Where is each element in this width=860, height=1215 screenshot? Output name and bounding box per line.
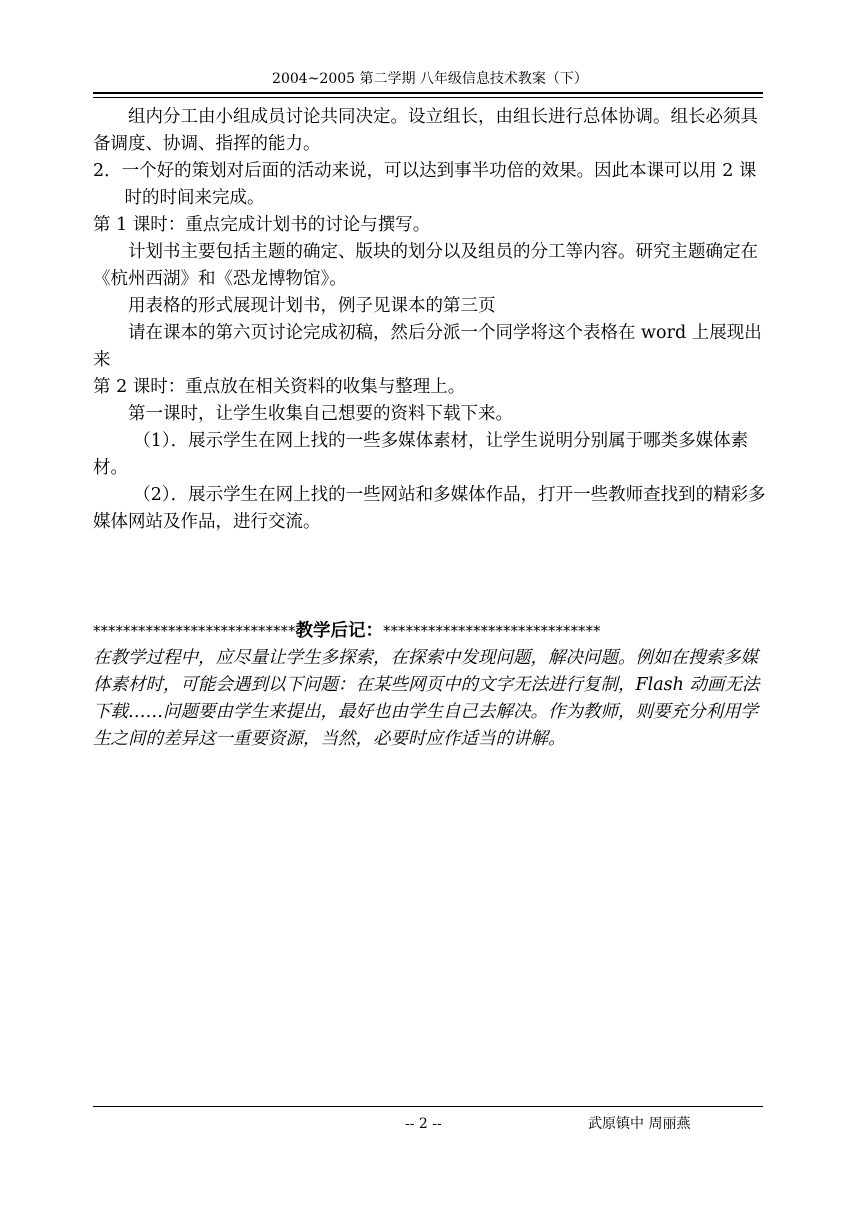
paragraph-group-division: 组内分工由小组成员讨论共同决定。设立组长，由组长进行总体协调。组长必须具备调度、协调、指挥的能力。 (93, 107, 758, 154)
page-number: -- 2 -- (405, 1116, 442, 1132)
header-rule-thick (93, 92, 763, 94)
lesson-2-heading: 第 2 课时：重点放在相关资料的收集与整理上。 (93, 377, 466, 397)
reflection-label: 教学后记： (295, 621, 383, 641)
reflection-heading (93, 618, 767, 645)
paragraph-plan-content: 计划书主要包括主题的确定、版块的划分以及组员的分工等内容。研究主题确定在《杭州西湖》和《恐龙博物馆》。 (93, 242, 758, 289)
footer-rule (93, 1106, 763, 1107)
reflection-stars-right: ***************************** (383, 622, 601, 640)
document-body (93, 104, 767, 753)
paragraph-draft-word: 请在课本的第六页讨论完成初稿，然后分派一个同学将这个表格在 word 上展现出来 (93, 323, 762, 370)
header-rule-thin (93, 97, 763, 98)
reflection-stars-left: *************************** (93, 622, 296, 640)
spacer (93, 536, 767, 618)
lesson-1-heading: 第 1 课时：重点完成计划书的讨论与撰写。 (93, 215, 431, 235)
reflection-text: 在教学过程中，应尽量让学生多探索，在探索中发现问题，解决问题。例如在搜索多媒体素材时，可能会遇到以下问题：在某些网页中的文字无法进行复制，Flash 动画无法下载……问题要由学生来提出，最好也由学生自己去解决。作为教师，则要充分利用学生之间的差异这一重要资源，当然，必要时应作适当的讲解。 (93, 648, 760, 749)
footer-author: 武原镇中 周丽燕 (588, 1116, 691, 1132)
paragraph-show-websites: （2）．展示学生在网上找的一些网站和多媒体作品，打开一些教师查找到的精彩多媒体网站及作品，进行交流。 (93, 485, 766, 532)
paragraph-show-materials: （1）．展示学生在网上找的一些多媒体素材，让学生说明分别属于哪类多媒体素材。 (93, 431, 749, 478)
list-item-2: 2．一个好的策划对后面的活动来说，可以达到事半功倍的效果。因此本课可以用 2 课时的时间来完成。 (93, 161, 757, 208)
header-title: 2004~2005 第二学期 八年级信息技术教案（下） (272, 71, 588, 87)
paragraph-collect-materials: 第一课时，让学生收集自己想要的资料下载下来。 (128, 404, 513, 424)
paragraph-table-plan: 用表格的形式展现计划书，例子见课本的第三页 (128, 296, 496, 316)
